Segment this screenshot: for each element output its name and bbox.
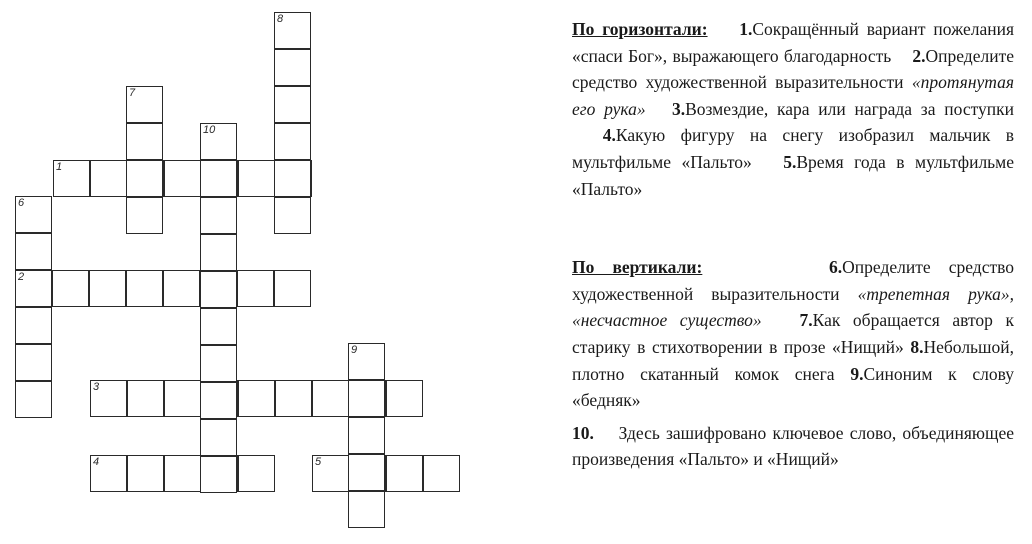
down-section: [572, 254, 1014, 414]
final-clue: [572, 420, 1014, 473]
clue-num-4: 4.: [602, 125, 616, 146]
clues-panel: [572, 16, 1014, 473]
crossword-cell[interactable]: [164, 160, 201, 197]
crossword-cell[interactable]: [274, 197, 311, 234]
crossword-cell[interactable]: [164, 380, 201, 417]
crossword-cell[interactable]: [15, 307, 52, 344]
clue-italic-6: «трепетная рука», «несчастное существо»: [572, 283, 1015, 331]
crossword-cell[interactable]: [423, 455, 460, 492]
grid-number-6: 6: [18, 197, 25, 209]
crossword-cell[interactable]: [274, 86, 311, 123]
grid-number-5: 5: [315, 456, 322, 468]
crossword-cell[interactable]: [164, 455, 201, 492]
crossword-cell[interactable]: [237, 270, 274, 307]
crossword-cell[interactable]: [200, 271, 237, 308]
crossword-cell[interactable]: [348, 491, 385, 528]
crossword-cell[interactable]: [386, 455, 423, 492]
clue-num-2: 2.: [912, 45, 926, 66]
crossword-cell[interactable]: [200, 308, 237, 345]
crossword-cell[interactable]: [238, 380, 275, 417]
clue-text-2: Определите средство художественной выразительности: [572, 45, 1014, 93]
clue-num-3: 3.: [671, 98, 686, 119]
crossword-cell[interactable]: [200, 160, 237, 197]
crossword-cell[interactable]: [15, 381, 52, 418]
grid-number-9: 9: [351, 344, 358, 356]
crossword-cell[interactable]: [127, 455, 164, 492]
clue-text-9: Синоним к слову «бедняк»: [572, 363, 1015, 411]
crossword-cell[interactable]: [126, 123, 163, 160]
crossword-cell[interactable]: [312, 380, 349, 417]
clue-italic-2: «протянутая его рука»: [572, 72, 1014, 119]
crossword-cell[interactable]: [348, 417, 385, 454]
clue-text-4: Какую фигуру на снегу изобразил мальчик в мультфильме «Пальто»: [572, 125, 1014, 172]
clue-text-5: Время года в мультфильме «Пальто»: [572, 151, 1014, 199]
clue-text-3: Возмездие, кара или награда за поступки: [685, 98, 1014, 119]
crossword-cell[interactable]: [238, 455, 275, 492]
crossword-cell[interactable]: [200, 197, 237, 234]
crossword-cell[interactable]: [386, 380, 423, 417]
clue-num-1: 1.: [739, 19, 753, 39]
crossword-cell[interactable]: [238, 160, 275, 197]
crossword-cell[interactable]: [52, 270, 89, 307]
clue-num-9: 9.: [850, 363, 864, 384]
grid-number-7: 7: [129, 87, 136, 99]
down-heading: По вертикали:: [572, 257, 703, 278]
grid-number-8: 8: [277, 13, 284, 25]
crossword-cell[interactable]: [200, 345, 237, 382]
crossword-cell[interactable]: [126, 160, 163, 197]
clue-num-10: 10.: [572, 422, 594, 443]
crossword-cell[interactable]: [274, 160, 311, 197]
clue-text-7: Как обращается автор к старику в стихотворении в прозе «Нищий»: [572, 310, 1015, 357]
crossword-cell[interactable]: [126, 270, 163, 307]
crossword-cell[interactable]: [275, 380, 312, 417]
clue-text-8: Небольшой, плотно скатанный комок снега: [572, 336, 1014, 384]
crossword-cell[interactable]: [126, 197, 163, 234]
crossword-cell[interactable]: [348, 380, 385, 417]
crossword-cell[interactable]: [127, 380, 164, 417]
crossword-cell[interactable]: [200, 382, 237, 419]
grid-number-3: 3: [93, 381, 100, 393]
clue-text-10: Здесь зашифровано ключевое слово, объединяющее произведения «Пальто» и «Нищий»: [572, 422, 1015, 470]
crossword-cell[interactable]: [90, 160, 127, 197]
crossword-cell[interactable]: [274, 123, 311, 160]
clue-text-6: Определите средство художественной выразительности: [572, 257, 1015, 304]
crossword-cell[interactable]: [15, 233, 52, 270]
across-heading: По горизонтали:: [572, 19, 708, 39]
crossword-cell[interactable]: [274, 270, 311, 307]
crossword-cell[interactable]: [200, 419, 237, 456]
crossword-cell[interactable]: [200, 456, 237, 493]
grid-number-2: 2: [18, 271, 25, 283]
across-section: [572, 16, 1014, 202]
clue-num-7: 7.: [799, 310, 813, 331]
crossword-cell[interactable]: [15, 344, 52, 381]
clue-num-6: 6.: [829, 257, 843, 278]
clue-text-1: Сокращённый вариант пожелания «спаси Бог», выражающего благодарность: [572, 19, 1014, 66]
clue-num-5: 5.: [783, 151, 797, 172]
grid-number-4: 4: [93, 456, 100, 468]
crossword-cell[interactable]: [274, 49, 311, 86]
crossword-cell[interactable]: [348, 454, 385, 491]
crossword-cell[interactable]: [89, 270, 126, 307]
crossword-cell[interactable]: [200, 234, 237, 271]
grid-number-1: 1: [56, 161, 63, 173]
grid-number-10: 10: [203, 124, 216, 136]
crossword-cell[interactable]: [163, 270, 200, 307]
clue-num-8: 8.: [910, 336, 924, 357]
